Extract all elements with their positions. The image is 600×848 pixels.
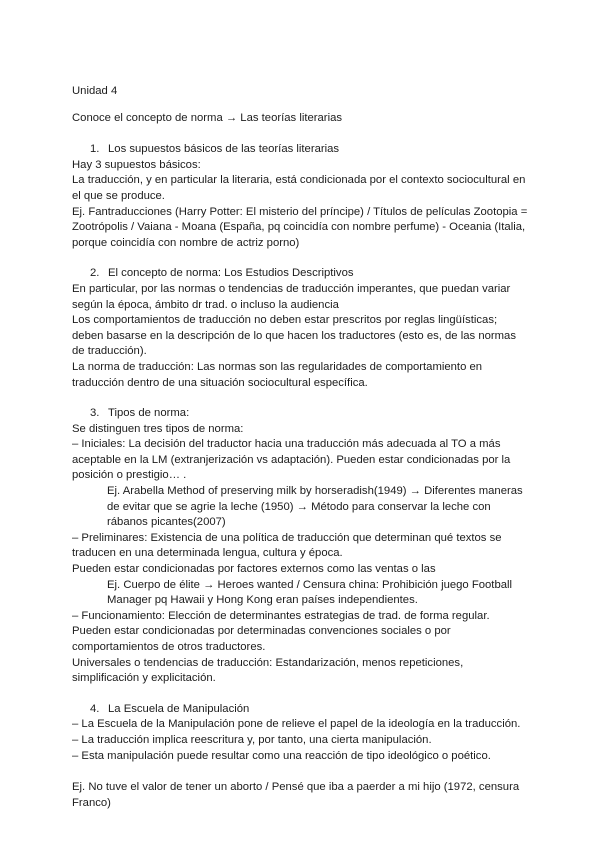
section-4-title: La Escuela de Manipulación xyxy=(108,702,250,715)
section-3-number: 3. xyxy=(90,407,100,420)
section-2-number: 2. xyxy=(90,267,100,280)
manipulacion-item-3: – Esta manipulación puede resultar como una reacción de tipo ideológico o poético. xyxy=(72,749,491,762)
section-2-line-2: Los comportamientos de traducción no deben estar prescritos por reglas lingüísticas; deben basarse en la descripción de lo que hacen los traductores (esto es, de las normas de traducción). xyxy=(72,314,516,358)
section-3-title: Tipos de norma: xyxy=(108,407,190,420)
section-4-heading xyxy=(72,702,530,718)
norma-iniciales: – Iniciales: La decisión del traductor hacia una traducción más adecuada al TO a más aceptable en la LM (extranjerización vs adaptación). Pueden estar condicionadas por la posición o prestigio… . xyxy=(72,438,511,482)
intro-line: Conoce el concepto de norma → Las teorías literarias xyxy=(72,111,343,124)
norma-iniciales-example: Ej. Arabella Method of preserving milk by horseradish(1949) → Diferentes maneras de evitar que se agrie la leche (1950) → Método para conservar la leche con rábanos picantes(2007) xyxy=(107,485,523,529)
norma-preliminares-example: Ej. Cuerpo de élite → Heroes wanted / Censura china: Prohibición juego Football Manager pq Hawaii y Hong Kong eran países independientes. xyxy=(107,578,513,607)
manipulacion-item-1: – La Escuela de la Manipulación pone de relieve el papel de la ideología en la traducción. xyxy=(72,718,521,731)
section-1-heading xyxy=(72,142,530,158)
section-2-line-3: La norma de traducción: Las normas son las regularidades de comportamiento en traducción dentro de una situación sociocultural específica. xyxy=(72,360,483,389)
section-2-heading xyxy=(72,266,530,282)
section-2-line-1: En particular, por las normas o tendencias de traducción imperantes, que puedan variar según la época, ámbito dr trad. o incluso la audiencia xyxy=(72,282,511,311)
section-4-number: 4. xyxy=(90,702,100,715)
final-example: Ej. No tuve el valor de tener un aborto / Pensé que iba a paerder a mi hijo (1972, censura Franco) xyxy=(72,781,520,809)
norma-preliminares-condiciones: Pueden estar condicionadas por factores externos como las ventas o las xyxy=(72,563,436,576)
section-3-heading xyxy=(72,406,530,422)
universales-traduccion: Universales o tendencias de traducción: Estandarización, menos repeticiones, simplificación y explicitación. xyxy=(72,656,464,685)
section-1-title: Los supuestos básicos de las teorías literarias xyxy=(108,143,340,156)
section-1-number: 1. xyxy=(90,143,100,156)
unit-heading: Unidad 4 xyxy=(72,85,118,97)
section-1-example: Ej. Fantraducciones (Harry Potter: El misterio del príncipe) / Títulos de películas Zootopia = Zootrópolis / Vaiana - Moana (España, pq coincidía con nombre perfume) - Oceania (Italia, porque coincidía con nombre de actriz porno) xyxy=(72,205,528,249)
section-1-line-1: Hay 3 supuestos básicos: xyxy=(72,158,201,171)
section-1-line-2: La traducción, y en particular la literaria, está condicionada por el contexto sociocultural en el que se produce. xyxy=(72,174,526,202)
norma-funcionamiento: – Funcionamiento: Elección de determinantes estrategias de trad. de forma regular. xyxy=(72,609,490,622)
section-3-intro: Se distinguen tres tipos de norma: xyxy=(72,422,244,435)
section-2-title: El concepto de norma: Los Estudios Descriptivos xyxy=(108,267,354,280)
norma-preliminares: – Preliminares: Existencia de una política de traducción que determinan qué textos se traducen en una determinada lengua, cultura y época. xyxy=(72,531,502,560)
manipulacion-item-2: – La traducción implica reescritura y, por tanto, una cierta manipulación. xyxy=(72,733,432,746)
norma-funcionamiento-condiciones: Pueden estar condicionadas por determinadas convenciones sociales o por comportamientos de otros traductores. xyxy=(72,625,451,653)
